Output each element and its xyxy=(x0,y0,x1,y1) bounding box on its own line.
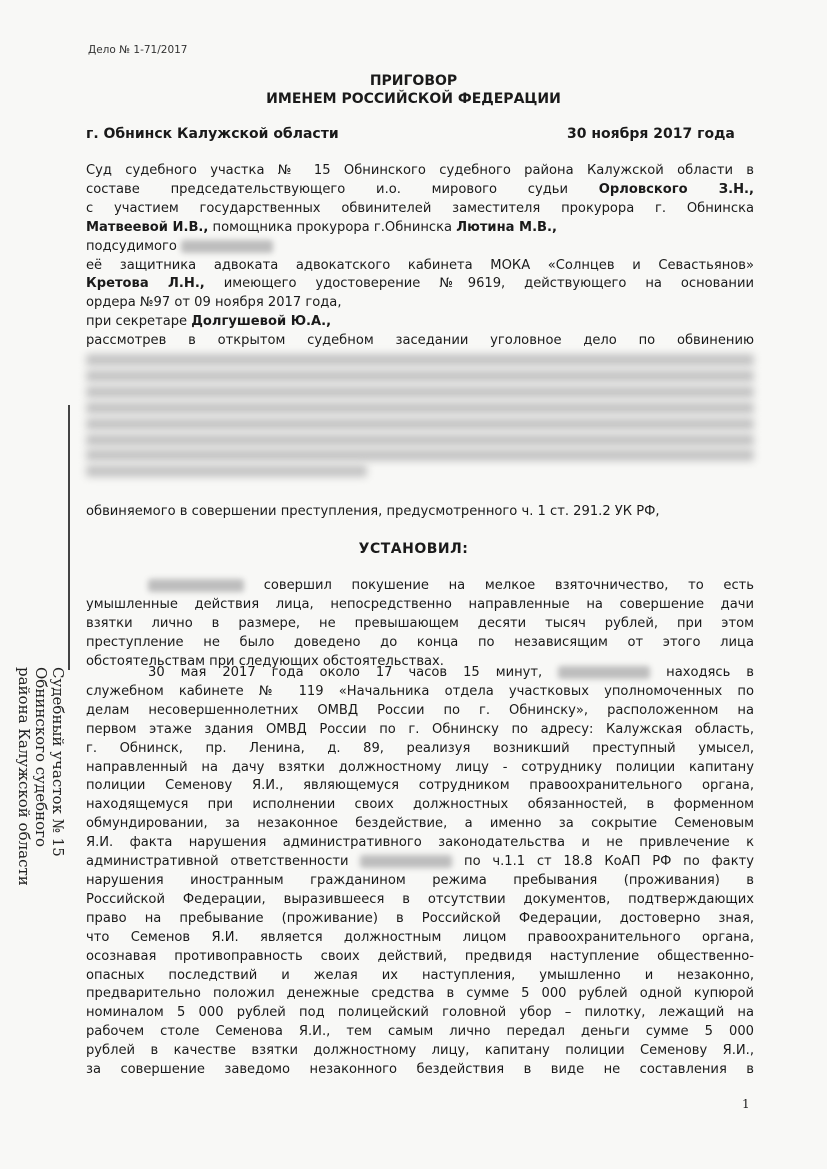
redacted-block xyxy=(86,386,754,398)
redacted-name xyxy=(558,666,650,679)
text-line: обмундировании, за незаконное бездействие, а именно за сокрытие Семеновым xyxy=(86,816,754,832)
redacted-block xyxy=(86,434,754,446)
text-line: номиналом 5 000 рублей под полицейский головной убор – пилотку, лежащий на xyxy=(86,1005,754,1021)
secretary-name: Долгушевой Ю.А., xyxy=(191,314,332,330)
redacted-block xyxy=(86,465,367,477)
text-line: делам несовершеннолетних ОМВД России по г. Обнинску», расположенном на xyxy=(86,702,754,718)
text-line: совершил покушение на мелкое взяточничество, то есть xyxy=(86,577,754,596)
case-number: Дело № 1-71/2017 xyxy=(88,44,188,56)
stamp-line: района Калужской области xyxy=(15,667,33,886)
text-line: ордера №97 от 09 ноября 2017 года, xyxy=(86,295,342,311)
text-line: с участием государственных обвинителей заместителя прокурора г. Обнинска xyxy=(86,200,754,216)
redacted-block xyxy=(86,449,754,461)
stamp-text xyxy=(15,667,66,929)
text-line: Суд судебного участка № 15 Обнинского судебного района Калужской области в xyxy=(86,163,754,178)
established-paragraph-2 xyxy=(86,664,754,1080)
text-line: первом этаже здания ОМВД России по г. Обнинску по адресу: Калужская область, xyxy=(86,721,754,737)
text-line: административной ответственности по ч.1.1 ст 18.8 КоАП РФ по факту xyxy=(86,854,754,870)
text-line: осознавая противоправность своих действий, предвидя наступление общественно- xyxy=(86,948,754,964)
text-line: рассмотрев в открытом судебном заседании уголовное дело по обвинению xyxy=(86,333,754,349)
defender-name: Кретова Л.Н., xyxy=(86,276,205,292)
verdict-subtitle: ИМЕНЕМ РОССИЙСКОЙ ФЕДЕРАЦИИ xyxy=(266,91,561,107)
redacted-block xyxy=(86,370,754,382)
text-line: 30 мая 2017 года около 17 часов 15 минут, находясь в xyxy=(148,665,754,680)
charge-line xyxy=(86,503,754,522)
text-line: служебном кабинете № 119 «Начальника отдела участковых уполномоченных по xyxy=(86,683,754,699)
text-line: обвиняемого в совершении преступления, предусмотренного ч. 1 ст. 291.2 УК РФ, xyxy=(86,504,660,519)
intro-paragraph xyxy=(86,162,754,481)
text-line: право на пребывание (проживание) в Российской Федерации, достоверно зная, xyxy=(86,910,754,926)
text-line: направленный на дачу взятки должностному лицу - сотруднику полиции капитану xyxy=(86,759,754,775)
assistant-prosecutor-name: Лютина М.В., xyxy=(456,219,557,235)
text-line: нарушения иностранным гражданином режима пребывания (проживания) в xyxy=(86,872,754,888)
text-line: г. Обнинск, пр. Ленина, д. 89, реализуя возникший преступный умысел, xyxy=(86,740,754,756)
redacted-block xyxy=(86,418,754,430)
text-line: находящемуся при исполнении своих должностных обязанностей, в форменном xyxy=(86,797,754,813)
text-line: взятки лично в размере, не превышающем десяти тысяч рублей, при этом xyxy=(86,615,754,631)
text-line: составе председательствующего и.о. мирового судьи Орловского З.Н., xyxy=(86,181,754,197)
text-line: рабочем столе Семенова Я.И., тем самым лично передал деньги сумме 5 000 xyxy=(86,1024,754,1040)
text-line: преступление не было доведено до конца по независящим от этого лица xyxy=(86,634,754,650)
verdict-date: 30 ноября 2017 года xyxy=(567,126,735,142)
place-of-trial: г. Обнинск Калужской области xyxy=(86,126,339,142)
stamp-line: Обнинского судебного xyxy=(32,667,50,848)
court-stamp xyxy=(2,405,70,886)
text-line: опасных последствий и желая их наступления, умышленно и незаконно, xyxy=(86,967,754,983)
text-line: рублей в качестве взятки должностному лицу, капитану полиции Семенову Я.И., xyxy=(86,1043,754,1059)
text-line: умышленные действия лица, непосредственно направленные на совершение дачи xyxy=(86,596,754,612)
text-line: Кретова Л.Н., имеющего удостоверение №9619, действующего на основании xyxy=(86,276,754,292)
prosecutor-name: Матвеевой И.В., xyxy=(86,219,209,235)
text-line: Я.И. факта нарушения административного законодательства и не привлечение к xyxy=(86,835,754,851)
redacted-name xyxy=(360,855,452,868)
text-line: её защитника адвоката адвокатского кабинета МОКА «Солнцев и Севастьянов» xyxy=(86,257,754,273)
text-line: предварительно положил денежные средства в сумме 5 000 рублей одной купюрой xyxy=(86,986,754,1002)
judge-name: Орловского З.Н., xyxy=(598,181,754,197)
redacted-block xyxy=(86,354,754,366)
text-line: обстоятельствам при следующих обстоятельствах. xyxy=(86,653,444,669)
text-line: за совершение заведомо незаконного бездействия в виде не составления в xyxy=(86,1062,754,1078)
stamp-line: Судебный участок № 15 xyxy=(49,667,67,857)
redacted-name xyxy=(181,240,273,253)
redacted-block xyxy=(86,402,754,414)
established-paragraph-1 xyxy=(86,577,754,672)
text-line: полиции Семенову Я.И., являющемуся сотрудником правоохранительного органа, xyxy=(86,778,754,794)
section-heading: УСТАНОВИЛ: xyxy=(358,541,469,557)
text-line: Матвеевой И.В., помощника прокурора г.Обнинска Лютина М.В., xyxy=(86,219,557,235)
redacted-name xyxy=(148,579,244,592)
page-number: 1 xyxy=(742,1097,750,1111)
text-line: Российской Федерации, выразившееся в отсутствии документов, подтверждающих xyxy=(86,891,754,907)
text-line: при секретаре Долгушевой Ю.А., xyxy=(86,314,332,330)
verdict-title: ПРИГОВОР xyxy=(369,73,458,89)
text-line: подсудимого xyxy=(86,238,754,257)
text-line: что Семенов Я.И. является должностным лицом правоохранительного органа, xyxy=(86,929,754,945)
